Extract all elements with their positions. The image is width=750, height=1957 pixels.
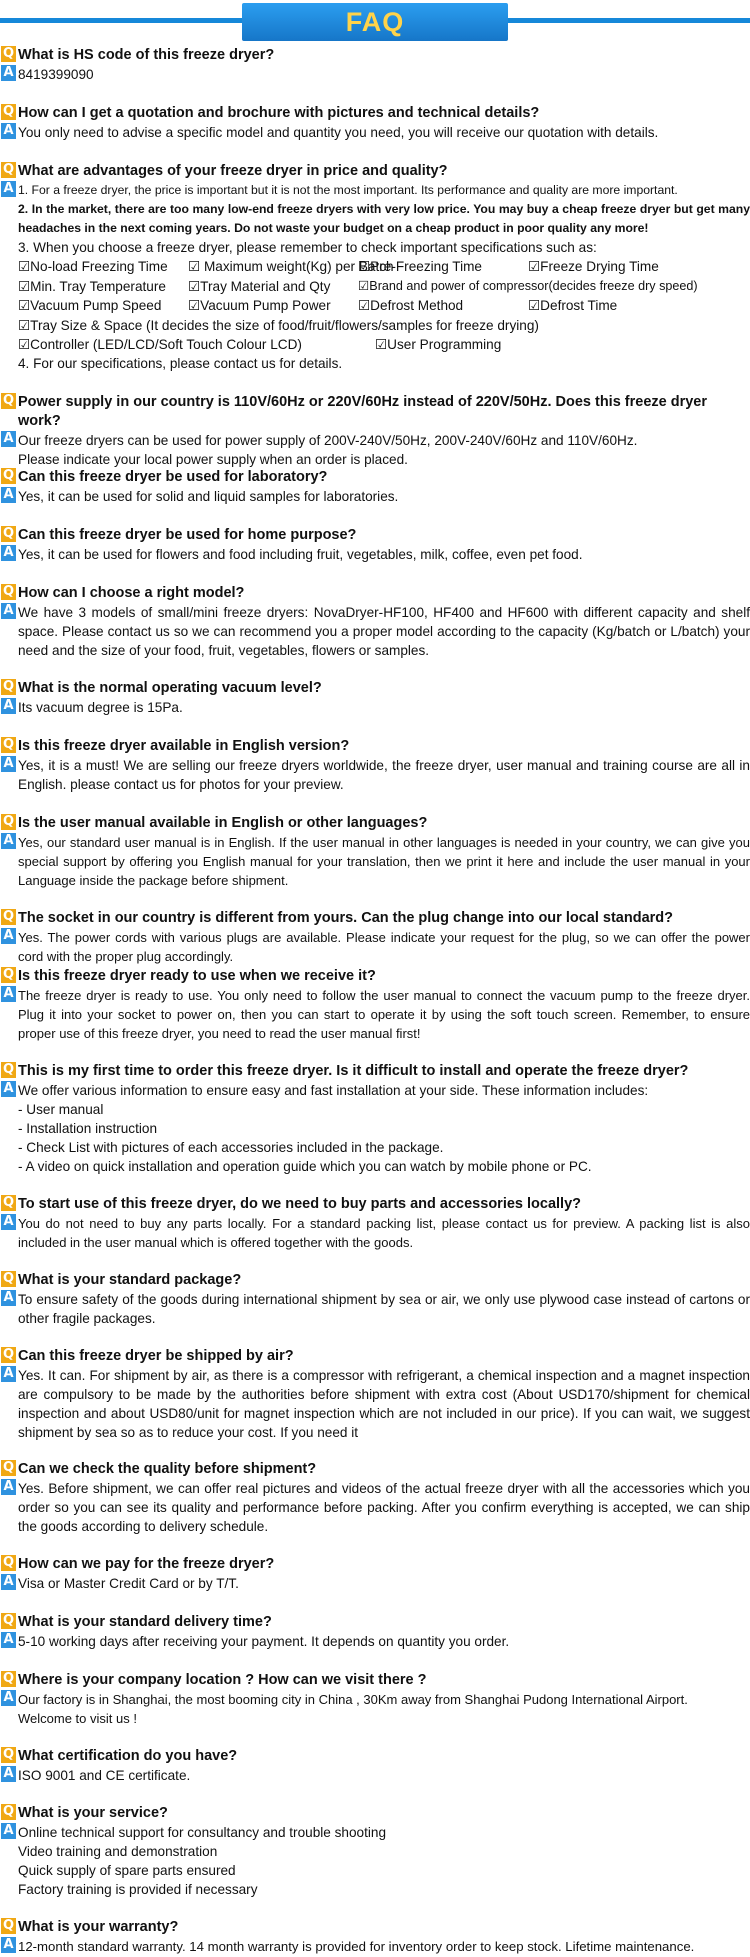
question-text: Is this freeze dryer ready to use when we receive it? [18,968,376,984]
check-item: ☑Min. Tray Temperature [18,278,166,294]
check-item: ☑Freeze Drying Time [528,259,659,274]
question-icon: Q [2,526,15,541]
question-icon: Q [2,468,15,483]
answer-text: 12-month standard warranty. 14 month warranty is provided for inventory order to keep stock. Lifetime maintenance. [18,1939,695,1954]
faq-item [0,104,750,142]
answer-line: 2. In the market, there are too many low-end freeze dryers with very low price. You may buy a cheap freeze dryer but get many headaches in the next coming years. Do not waste your budget on a cheap product in poor quality any more! [18,202,750,235]
answer-icon: A [1,1937,16,1953]
answer-line: Online technical support for consultancy and trouble shooting [18,1825,387,1840]
answer-text: Its vacuum degree is 15Pa. [18,700,183,715]
question-icon: Q [2,104,15,119]
answer-text: You do not need to buy any parts locally. For a standard packing list, please contact us for preview. A packing list is also included in the user manual which is offered together with the goods. [18,1216,750,1250]
question-icon: Q [2,1195,15,1210]
answer-icon: A [1,431,16,447]
answer-text: Yes, it can be used for solid and liquid samples for laboratories. [18,489,399,504]
faq-item [0,1555,750,1593]
answer-icon: A [1,603,16,619]
answer-line: Please indicate your local power supply when an order is placed. [18,452,408,467]
answer-text: Visa or Master Credit Card or by T/T. [18,1576,239,1591]
question-text: What is your standard delivery time? [18,1614,272,1630]
answer-icon: A [1,986,16,1002]
answer-line: 4. For our specifications, please contact us for details. [18,355,343,371]
question-text: This is my first time to order this freeze dryer. Is it difficult to install and operate the freeze dryer? [18,1063,689,1079]
answer-line: Video training and demonstration [18,1844,218,1859]
faq-item [0,737,750,794]
faq-item [0,526,750,564]
answer-line: 3. When you choose a freeze dryer, please remember to check important specifications such as: [18,240,597,255]
answer-icon: A [1,1766,16,1782]
faq-item [0,1613,750,1651]
faq-item [0,1460,750,1536]
answer-line: - Installation instruction [18,1121,158,1136]
answer-icon: A [1,1574,16,1590]
question-text: What is HS code of this freeze dryer? [18,47,275,63]
question-icon: Q [2,1271,15,1286]
question-text: Where is your company location ? How can we visit there ? [18,1672,427,1688]
question-text: Is this freeze dryer available in English version? [18,738,350,754]
answer-icon: A [1,1632,16,1648]
answer-icon: A [1,928,16,944]
question-icon: Q [2,1804,15,1819]
question-text: Can this freeze dryer be used for home purpose? [18,527,357,543]
answer-line: We offer various information to ensure easy and fast installation at your side. These information includes: [18,1083,649,1098]
question-text: How can I get a quotation and brochure with pictures and technical details? [18,105,540,121]
question-icon: Q [2,679,15,694]
answer-text: We have 3 models of small/mini freeze dryers: NovaDryer-HF100, HF400 and HF600 with different capacity and shelf space. Please contact us so we can recommend you a proper model according to the capacity (Kg/batch or L/batch) your need and the size of your food, fruit, vegetables, flowers or samples. [18,605,750,658]
answer-text: Yes, our standard user manual is in English. If the user manual in other languages is needed in your country, we can give you special support by offering you English manual for your translation, then we print it here and include the user manual in your Language inside the package before shipment. [18,835,750,888]
answer-icon: A [1,181,16,197]
answer-text: 5-10 working days after receiving your payment. It depends on quantity you order. [18,1634,510,1649]
answer-text: To ensure safety of the goods during international shipment by sea or air, we only use plywood case instead of cartons or other fragile packages. [18,1292,750,1326]
faq-item [0,909,750,966]
answer-icon: A [1,487,16,503]
question-text: To start use of this freeze dryer, do we need to buy parts and accessories locally? [18,1196,581,1212]
question-icon: Q [2,737,15,752]
faq-item [0,679,750,717]
faq-item [0,1747,750,1785]
answer-icon: A [1,1366,16,1382]
spec-checklist [18,257,750,316]
answer-icon: A [1,123,16,139]
question-icon: Q [2,1555,15,1570]
answer-icon: A [1,1214,16,1230]
question-text: Is the user manual available in English or other languages? [18,815,428,831]
answer-text [18,1823,750,1899]
faq-item [0,584,750,660]
question-icon: Q [2,909,15,924]
question-icon: Q [2,46,15,61]
answer-icon: A [1,1823,16,1839]
faq-item [0,162,750,373]
faq-item [0,1271,750,1328]
answer-line: Quick supply of spare parts ensured [18,1863,236,1878]
answer-line [18,335,750,354]
question-icon: Q [2,1671,15,1686]
answer-text: ISO 9001 and CE certificate. [18,1768,191,1783]
check-item: ☑Vacuum Pump Power [188,298,331,313]
answer-text: Yes, it can be used for flowers and food including fruit, vegetables, milk, coffee, even pet food. [18,547,583,562]
question-icon: Q [2,584,15,599]
answer-icon: A [1,833,16,849]
answer-text: Yes. The power cords with various plugs are available. Please indicate your request for the plug, so we can offer the power cord with the proper plug accordingly. [18,930,750,964]
check-item: ☑Tray Material and Qty [188,278,331,294]
question-icon: Q [2,814,15,829]
question-text: What are advantages of your freeze dryer in price and quality? [18,163,448,179]
faq-item [0,393,750,469]
answer-icon: A [1,545,16,561]
question-text: How can we pay for the freeze dryer? [18,1556,275,1572]
question-icon: Q [2,1918,15,1933]
check-item: ☑Controller (LED/LCD/Soft Touch Colour LCD) [18,336,302,352]
question-text: Can we check the quality before shipment? [18,1461,317,1477]
answer-text [18,1081,750,1176]
question-icon: Q [2,1347,15,1362]
answer-line: 1. For a freeze dryer, the price is important but it is not the most important. Its performance and quality are more important. [18,183,678,197]
answer-text: 8419399090 [18,67,94,82]
check-item: ☑Defrost Time [528,298,618,313]
faq-item [0,1804,750,1899]
answer-text: The freeze dryer is ready to use. You only need to follow the user manual to connect the vacuum pump to the freeze dryer. Plug it into your socket to power on, then you can start to operate it by using the soft touch screen. Remember, to ensure proper use of this freeze dryer, you need to read the user manual first! [18,988,750,1041]
answer-icon: A [1,65,16,81]
faq-item [0,1918,750,1956]
answer-text: Yes, it is a must! We are selling our freeze dryers worldwide, the freeze dryer, user manual and training course are all in English. please contact us for photos for your preview. [18,758,750,792]
question-text: Power supply in our country is 110V/60Hz or 220V/60Hz instead of 220V/50Hz. Does this freeze dryer work? [18,394,708,429]
question-icon: Q [2,1747,15,1762]
answer-text [18,181,750,373]
answer-icon: A [1,1690,16,1706]
faq-item [0,46,750,84]
question-text: How can I choose a right model? [18,585,245,601]
question-text: What is your service? [18,1805,168,1821]
question-icon: Q [2,1613,15,1628]
answer-line: Our freeze dryers can be used for power supply of 200V-240V/50Hz, 200V-240V/60Hz and 110V/60Hz. [18,433,638,448]
question-text: What is your warranty? [18,1919,179,1935]
answer-icon: A [1,1479,16,1495]
answer-text: You only need to advise a specific model and quantity you need, you will receive our quotation with details. [18,125,659,140]
answer-icon: A [1,698,16,714]
question-text: The socket in our country is different from yours. Can the plug change into our local standard? [18,910,673,926]
check-item: ☑ Maximum weight(Kg) per Batch [188,259,394,274]
question-text: Can this freeze dryer be shipped by air? [18,1348,294,1364]
check-item: ☑No-load Freezing Time [18,259,168,274]
check-item: ☑Pre-Freezing Time [358,259,482,274]
question-text: Can this freeze dryer be used for laboratory? [18,469,328,485]
question-icon: Q [2,393,15,408]
faq-item [0,468,750,506]
question-icon: Q [2,1460,15,1475]
answer-line: - A video on quick installation and operation guide which you can watch by mobile phone or PC. [18,1159,592,1174]
faq-item [0,814,750,890]
answer-text [18,1690,750,1728]
answer-line: Our factory is in Shanghai, the most booming city in China , 30Km away from Shanghai Pudong International Airport. [18,1692,688,1707]
faq-item [0,1195,750,1252]
answer-text [18,431,750,469]
question-icon: Q [2,1062,15,1077]
question-icon: Q [2,162,15,177]
answer-line: Factory training is provided if necessary [18,1882,258,1897]
question-text: What certification do you have? [18,1748,238,1764]
faq-header [0,0,750,44]
faq-title: FAQ [242,3,508,41]
check-item: ☑Vacuum Pump Speed [18,298,162,313]
faq-item [0,1062,750,1176]
answer-icon: A [1,1290,16,1306]
check-item: ☑Defrost Method [358,298,464,313]
answer-line: ☑Tray Size & Space (It decides the size of food/fruit/flowers/samples for freeze drying) [18,317,539,333]
faq-item [0,967,750,1043]
answer-icon: A [1,756,16,772]
answer-text: Yes. Before shipment, we can offer real pictures and videos of the actual freeze dryer with all the accessories which you order so you can see its quality and performance before packing. After you confirm everything is accepted, we can ship the goods according to delivery schedule. [18,1481,750,1534]
answer-line: - User manual [18,1102,104,1117]
check-item: ☑User Programming [375,336,502,352]
question-text: What is the normal operating vacuum level? [18,680,322,696]
question-text: What is your standard package? [18,1272,242,1288]
answer-text: Yes. It can. For shipment by air, as there is a compressor with refrigerant, a chemical inspection and a magnet inspection are compulsory to be made by the authorities before shipment with extra cost (About USD170/shipment for chemical inspection and about USD80/unit for magnet inspection which are not included in our price). If you can wait, we suggest shipment by sea so as to reduce your cost. If you need it [18,1368,750,1440]
faq-item [0,1671,750,1728]
answer-icon: A [1,1081,16,1097]
check-item: ☑Brand and power of compressor(decides freeze dry speed) [358,278,698,293]
answer-line: Welcome to visit us ! [18,1711,137,1726]
faq-item [0,1347,750,1442]
answer-line: - Check List with pictures of each accessories included in the package. [18,1140,444,1155]
question-icon: Q [2,967,15,982]
